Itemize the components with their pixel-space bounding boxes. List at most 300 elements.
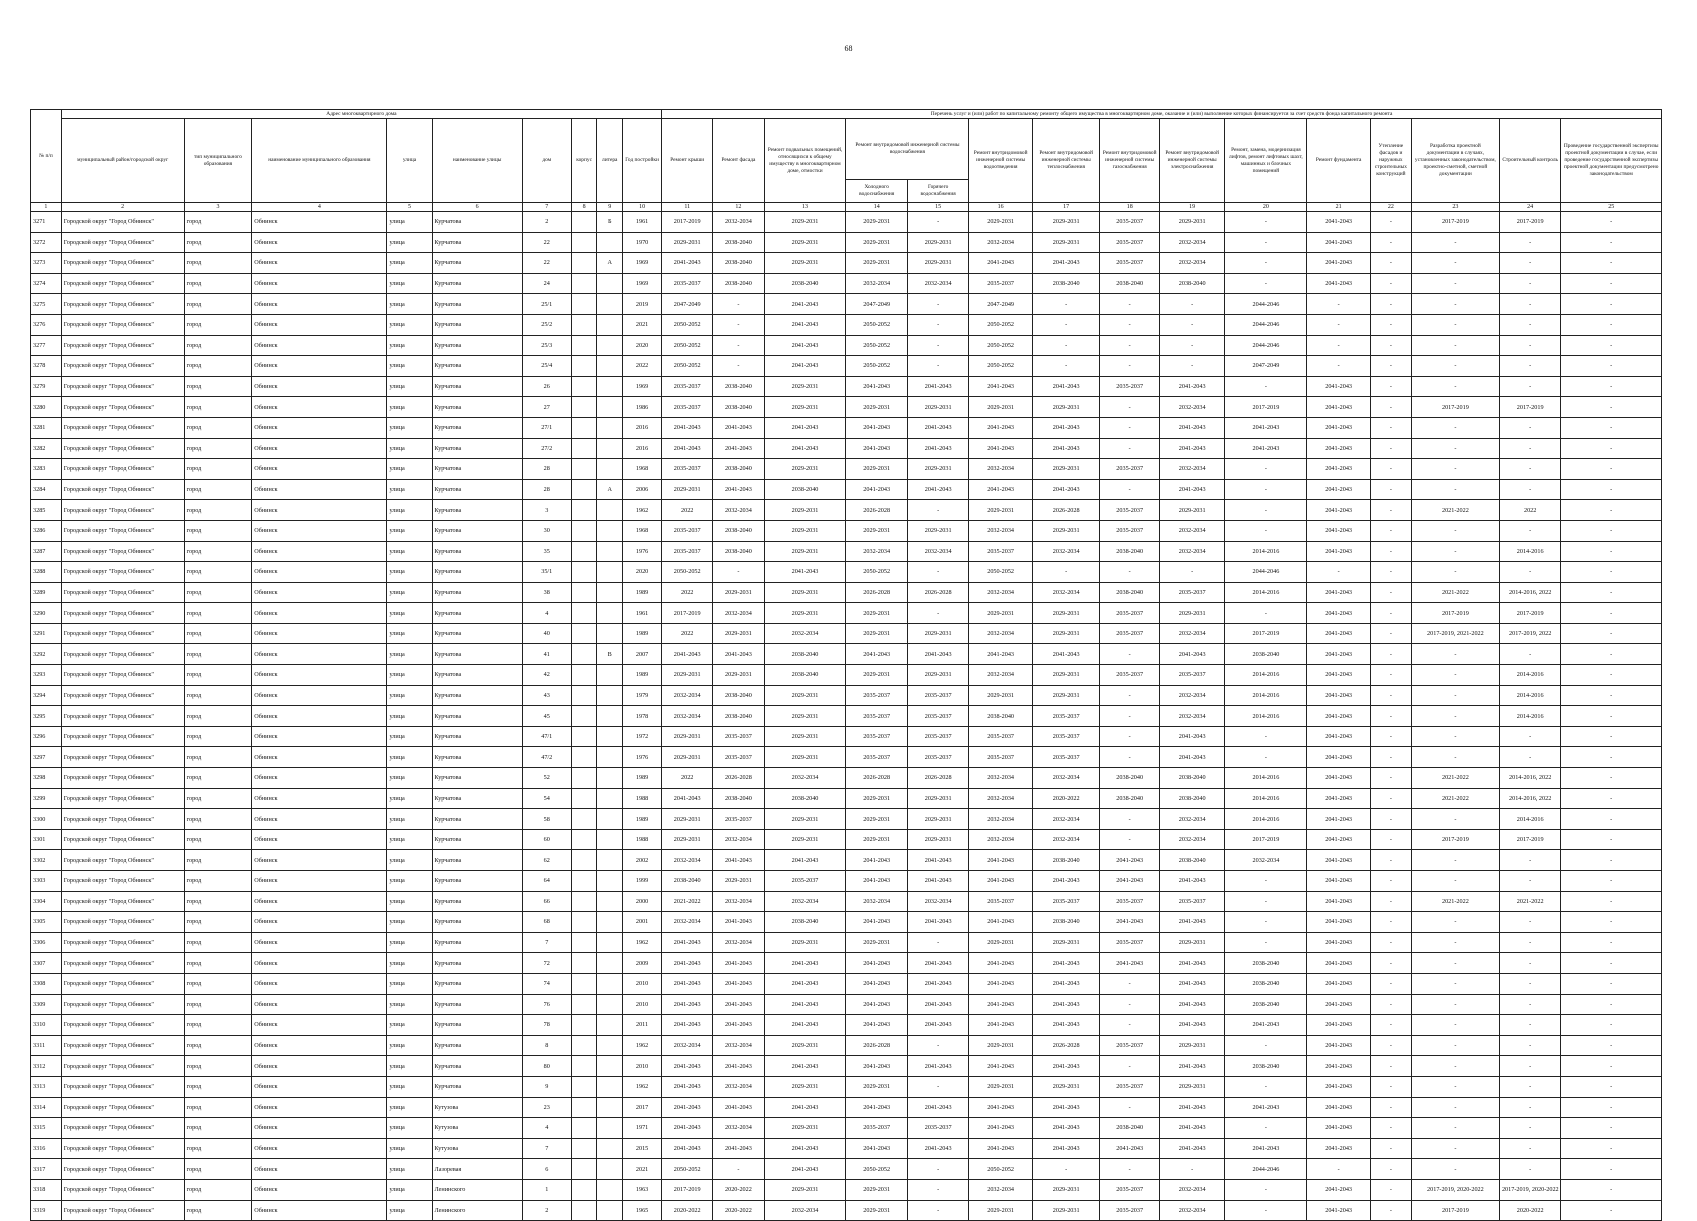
municipality-name-cell: Обнинск (252, 397, 387, 418)
district-cell: Городской округ "Город Обнинск" (61, 562, 184, 583)
foundation-cell: - (1307, 294, 1371, 315)
insulation-cell: - (1370, 1015, 1411, 1036)
street-name-cell: Кутузова (432, 1097, 522, 1118)
district-cell: Городской округ "Город Обнинск" (61, 479, 184, 500)
district-cell: Городской округ "Город Обнинск" (61, 768, 184, 789)
insulation-cell: - (1370, 253, 1411, 274)
street-name-cell: Курчатова (432, 232, 522, 253)
hot-water-cell: 2041-2043 (907, 973, 968, 994)
building-cell (571, 1035, 597, 1056)
municipality-type-cell: город (184, 1097, 252, 1118)
state-expertise-cell: - (1561, 623, 1662, 644)
electric-cell: 2032-2034 (1159, 520, 1225, 541)
facade-cell: 2032-2034 (713, 212, 764, 233)
basement-cell: 2029-2031 (764, 232, 846, 253)
table-row (31, 500, 1662, 521)
row-number: 3284 (31, 479, 62, 500)
drainage-cell: 2038-2040 (969, 706, 1033, 727)
heating-cell: 2041-2043 (1032, 644, 1100, 665)
street-type-cell: улица (387, 891, 432, 912)
gas-cell: 2038-2040 (1100, 768, 1159, 789)
row-number: 3287 (31, 541, 62, 562)
elevators-cell: 2017-2019 (1225, 829, 1307, 850)
table-row (31, 871, 1662, 892)
year-built-cell: 1968 (623, 520, 662, 541)
municipality-name-cell: Обнинск (252, 417, 387, 438)
foundation-cell: 2041-2043 (1307, 932, 1371, 953)
state-expertise-cell: - (1561, 829, 1662, 850)
year-built-cell: 1976 (623, 541, 662, 562)
building-cell (571, 541, 597, 562)
drainage-cell: 2032-2034 (969, 1179, 1033, 1200)
table-row (31, 623, 1662, 644)
construction-control-cell: 2022 (1499, 500, 1560, 521)
row-number: 3294 (31, 685, 62, 706)
construction-control-cell: - (1499, 1015, 1560, 1036)
drainage-cell: 2035-2037 (969, 273, 1033, 294)
facade-cell: 2029-2031 (713, 582, 764, 603)
table-row (31, 479, 1662, 500)
elevators-cell: - (1225, 500, 1307, 521)
basement-cell: 2038-2040 (764, 665, 846, 686)
state-expertise-cell: - (1561, 335, 1662, 356)
municipality-name-cell: Обнинск (252, 644, 387, 665)
drainage-cell: 2032-2034 (969, 520, 1033, 541)
municipality-type-cell: город (184, 479, 252, 500)
street-type-cell: улица (387, 1015, 432, 1036)
elevators-cell: - (1225, 1179, 1307, 1200)
cold-water-cell: 2041-2043 (846, 1056, 907, 1077)
street-type-cell: улица (387, 871, 432, 892)
design-docs-cell: - (1411, 1056, 1499, 1077)
gas-cell: - (1100, 335, 1159, 356)
design-docs-cell: - (1411, 541, 1499, 562)
hot-water-cell: 2041-2043 (907, 1015, 968, 1036)
foundation-cell: 2041-2043 (1307, 953, 1371, 974)
year-built-cell: 1961 (623, 603, 662, 624)
hot-water-cell: 2041-2043 (907, 1097, 968, 1118)
state-expertise-cell: - (1561, 1138, 1662, 1159)
roof-cell: 2022 (662, 623, 713, 644)
row-number: 3295 (31, 706, 62, 727)
cold-water-cell: 2050-2052 (846, 314, 907, 335)
insulation-cell: - (1370, 1179, 1411, 1200)
drainage-cell: 2029-2031 (969, 603, 1033, 624)
house-cell: 22 (522, 253, 571, 274)
elevators-cell: 2038-2040 (1225, 644, 1307, 665)
roof-cell: 2041-2043 (662, 973, 713, 994)
house-cell: 80 (522, 1056, 571, 1077)
district-cell: Городской округ "Город Обнинск" (61, 603, 184, 624)
heating-cell: 2029-2031 (1032, 397, 1100, 418)
basement-cell: 2032-2034 (764, 891, 846, 912)
basement-cell: 2029-2031 (764, 582, 846, 603)
foundation-cell: 2041-2043 (1307, 829, 1371, 850)
design-docs-cell: - (1411, 809, 1499, 830)
municipality-name-cell: Обнинск (252, 665, 387, 686)
design-docs-cell: - (1411, 871, 1499, 892)
foundation-cell: - (1307, 562, 1371, 583)
gas-cell: - (1100, 726, 1159, 747)
column-number: 2 (61, 203, 184, 212)
basement-cell: 2041-2043 (764, 994, 846, 1015)
gas-cell: 2041-2043 (1100, 912, 1159, 933)
cold-water-cell: 2029-2031 (846, 788, 907, 809)
design-docs-cell: - (1411, 747, 1499, 768)
table-row (31, 809, 1662, 830)
municipality-name-cell: Обнинск (252, 356, 387, 377)
table-row (31, 541, 1662, 562)
drainage-cell: 2029-2031 (969, 1200, 1033, 1221)
foundation-cell: 2041-2043 (1307, 1076, 1371, 1097)
state-expertise-cell: - (1561, 809, 1662, 830)
table-row (31, 1159, 1662, 1180)
design-docs-cell: - (1411, 314, 1499, 335)
insulation-cell: - (1370, 994, 1411, 1015)
roof-cell: 2050-2052 (662, 562, 713, 583)
hot-water-cell: 2029-2031 (907, 623, 968, 644)
roof-cell: 2050-2052 (662, 356, 713, 377)
elevators-cell: - (1225, 459, 1307, 480)
municipality-name-cell: Обнинск (252, 932, 387, 953)
elevators-cell: - (1225, 871, 1307, 892)
house-cell: 22 (522, 232, 571, 253)
drainage-cell: 2035-2037 (969, 891, 1033, 912)
hot-water-cell: 2035-2037 (907, 747, 968, 768)
municipality-type-cell: город (184, 397, 252, 418)
cold-water-cell: 2029-2031 (846, 1200, 907, 1221)
heating-cell: 2032-2034 (1032, 541, 1100, 562)
construction-control-cell: - (1499, 1138, 1560, 1159)
street-type-cell: улица (387, 912, 432, 933)
letter-cell (597, 768, 623, 789)
design-docs-cell: - (1411, 994, 1499, 1015)
design-docs-cell: - (1411, 706, 1499, 727)
house-cell: 25/4 (522, 356, 571, 377)
drainage-cell: 2050-2052 (969, 314, 1033, 335)
construction-control-cell: - (1499, 932, 1560, 953)
facade-cell: 2038-2040 (713, 685, 764, 706)
year-built-cell: 2015 (623, 1138, 662, 1159)
municipality-name-cell: Обнинск (252, 623, 387, 644)
row-number: 3317 (31, 1159, 62, 1180)
heating-cell: 2041-2043 (1032, 479, 1100, 500)
building-cell (571, 1056, 597, 1077)
facade-cell: - (713, 314, 764, 335)
insulation-cell: - (1370, 356, 1411, 377)
cold-water-cell: 2041-2043 (846, 1015, 907, 1036)
cold-water-cell: 2032-2034 (846, 273, 907, 294)
building-cell (571, 973, 597, 994)
street-name-cell: Курчатова (432, 850, 522, 871)
year-built-cell: 1989 (623, 665, 662, 686)
heating-cell: 2041-2043 (1032, 1015, 1100, 1036)
municipality-name-cell: Обнинск (252, 788, 387, 809)
electric-cell: 2041-2043 (1159, 417, 1225, 438)
street-name-cell: Курчатова (432, 376, 522, 397)
gas-cell: - (1100, 685, 1159, 706)
roof-cell: 2047-2049 (662, 294, 713, 315)
street-type-cell: улица (387, 500, 432, 521)
letter-cell (597, 953, 623, 974)
drainage-cell: 2029-2031 (969, 212, 1033, 233)
insulation-cell: - (1370, 1200, 1411, 1221)
column-number: 21 (1307, 203, 1371, 212)
hot-water-cell: - (907, 335, 968, 356)
elevators-cell: 2044-2046 (1225, 314, 1307, 335)
municipality-name-cell: Обнинск (252, 1035, 387, 1056)
year-built-cell: 2022 (623, 356, 662, 377)
construction-control-cell: 2014-2016 (1499, 685, 1560, 706)
elevators-cell: 2038-2040 (1225, 1056, 1307, 1077)
row-number: 3301 (31, 829, 62, 850)
building-cell (571, 273, 597, 294)
basement-cell: 2041-2043 (764, 562, 846, 583)
row-number: 3318 (31, 1179, 62, 1200)
elevators-cell: 2038-2040 (1225, 994, 1307, 1015)
year-built-cell: 2002 (623, 850, 662, 871)
letter-cell (597, 500, 623, 521)
district-cell: Городской округ "Город Обнинск" (61, 314, 184, 335)
district-cell: Городской округ "Город Обнинск" (61, 994, 184, 1015)
roof-cell: 2029-2031 (662, 747, 713, 768)
column-number: 12 (713, 203, 764, 212)
heating-cell: - (1032, 562, 1100, 583)
roof-cell: 2032-2034 (662, 706, 713, 727)
roof-cell: 2041-2043 (662, 417, 713, 438)
elevators-cell: - (1225, 1035, 1307, 1056)
house-cell: 4 (522, 603, 571, 624)
drainage-cell: 2029-2031 (969, 932, 1033, 953)
municipality-name-cell: Обнинск (252, 541, 387, 562)
municipality-type-cell: город (184, 747, 252, 768)
basement-cell: 2041-2043 (764, 973, 846, 994)
drainage-cell: 2041-2043 (969, 994, 1033, 1015)
construction-control-cell: - (1499, 1097, 1560, 1118)
insulation-cell: - (1370, 520, 1411, 541)
gas-cell: - (1100, 356, 1159, 377)
column-number: 24 (1499, 203, 1560, 212)
street-name-cell: Ленинского (432, 1200, 522, 1221)
electric-cell: 2041-2043 (1159, 1138, 1225, 1159)
heating-cell: 2029-2031 (1032, 1076, 1100, 1097)
row-number: 3286 (31, 520, 62, 541)
hot-water-cell: 2029-2031 (907, 253, 968, 274)
row-number: 3277 (31, 335, 62, 356)
building-cell (571, 603, 597, 624)
letter-cell (597, 809, 623, 830)
municipality-name-cell: Обнинск (252, 747, 387, 768)
construction-control-cell: - (1499, 747, 1560, 768)
drainage-cell: 2032-2034 (969, 768, 1033, 789)
insulation-cell: - (1370, 891, 1411, 912)
house-cell: 7 (522, 1138, 571, 1159)
insulation-cell: - (1370, 294, 1411, 315)
cold-water-cell: 2041-2043 (846, 850, 907, 871)
street-type-cell: улица (387, 768, 432, 789)
house-cell: 62 (522, 850, 571, 871)
hot-water-cell: - (907, 1179, 968, 1200)
table-row (31, 212, 1662, 233)
gas-cell: 2038-2040 (1100, 788, 1159, 809)
design-docs-cell: - (1411, 335, 1499, 356)
electric-cell: 2041-2043 (1159, 871, 1225, 892)
electric-cell: 2041-2043 (1159, 1097, 1225, 1118)
row-number: 3316 (31, 1138, 62, 1159)
state-expertise-cell: - (1561, 850, 1662, 871)
municipality-type-cell: город (184, 562, 252, 583)
foundation-cell: 2041-2043 (1307, 1138, 1371, 1159)
insulation-cell: - (1370, 314, 1411, 335)
insulation-cell: - (1370, 1118, 1411, 1139)
elevators-cell: - (1225, 603, 1307, 624)
elevators-cell: - (1225, 376, 1307, 397)
basement-cell: 2029-2031 (764, 541, 846, 562)
heating-cell: 2020-2022 (1032, 788, 1100, 809)
letter-cell (597, 1097, 623, 1118)
electric-cell: 2032-2034 (1159, 541, 1225, 562)
gas-cell: - (1100, 562, 1159, 583)
municipality-type-cell: город (184, 1179, 252, 1200)
letter-cell: А (597, 479, 623, 500)
elevators-cell: 2032-2034 (1225, 850, 1307, 871)
electric-cell: 2032-2034 (1159, 232, 1225, 253)
elevators-cell: 2014-2016 (1225, 665, 1307, 686)
building-cell (571, 665, 597, 686)
table-row (31, 685, 1662, 706)
elevators-cell: - (1225, 1118, 1307, 1139)
letter-cell (597, 665, 623, 686)
year-built-cell: 2000 (623, 891, 662, 912)
facade-cell: 2041-2043 (713, 479, 764, 500)
roof-cell: 2035-2037 (662, 459, 713, 480)
state-expertise-cell: - (1561, 479, 1662, 500)
building-cell (571, 850, 597, 871)
table-row (31, 973, 1662, 994)
column-number: 7 (522, 203, 571, 212)
gas-cell: 2041-2043 (1100, 953, 1159, 974)
street-name-cell: Лазоревая (432, 1159, 522, 1180)
basement-cell: 2032-2034 (764, 1200, 846, 1221)
building-cell (571, 232, 597, 253)
heating-cell: - (1032, 314, 1100, 335)
state-expertise-cell: - (1561, 994, 1662, 1015)
roof-cell: 2029-2031 (662, 829, 713, 850)
cold-water-cell: 2029-2031 (846, 520, 907, 541)
district-cell: Городской округ "Город Обнинск" (61, 541, 184, 562)
roof-cell: 2017-2019 (662, 603, 713, 624)
design-docs-cell: - (1411, 232, 1499, 253)
design-docs-cell: 2021-2022 (1411, 788, 1499, 809)
hot-water-cell: 2041-2043 (907, 1056, 968, 1077)
roof-cell: 2050-2052 (662, 335, 713, 356)
year-built-cell: 1979 (623, 685, 662, 706)
district-cell: Городской округ "Город Обнинск" (61, 726, 184, 747)
elevators-cell: - (1225, 891, 1307, 912)
col-header-water-supply: Ремонт внутридомовой инженерной системы водоснабжения (846, 119, 969, 180)
gas-cell: - (1100, 294, 1159, 315)
electric-cell: - (1159, 314, 1225, 335)
design-docs-cell: - (1411, 685, 1499, 706)
state-expertise-cell: - (1561, 1179, 1662, 1200)
table-row (31, 562, 1662, 583)
street-name-cell: Курчатова (432, 520, 522, 541)
construction-control-cell: 2017-2019 (1499, 829, 1560, 850)
state-expertise-cell: - (1561, 891, 1662, 912)
house-cell: 42 (522, 665, 571, 686)
heating-cell: 2035-2037 (1032, 726, 1100, 747)
construction-control-cell: - (1499, 726, 1560, 747)
hot-water-cell: 2029-2031 (907, 397, 968, 418)
col-header-building: корпус (571, 119, 597, 203)
table-row (31, 726, 1662, 747)
letter-cell (597, 1035, 623, 1056)
construction-control-cell: - (1499, 1035, 1560, 1056)
electric-cell: 2041-2043 (1159, 912, 1225, 933)
street-type-cell: улица (387, 520, 432, 541)
construction-control-cell: - (1499, 376, 1560, 397)
heating-cell: 2029-2031 (1032, 520, 1100, 541)
gas-cell: 2038-2040 (1100, 582, 1159, 603)
street-name-cell: Курчатова (432, 932, 522, 953)
row-number: 3302 (31, 850, 62, 871)
row-number: 3314 (31, 1097, 62, 1118)
design-docs-cell: - (1411, 294, 1499, 315)
column-number: 4 (252, 203, 387, 212)
design-docs-cell: - (1411, 459, 1499, 480)
house-cell: 40 (522, 623, 571, 644)
column-number: 9 (597, 203, 623, 212)
street-name-cell: Курчатова (432, 479, 522, 500)
street-name-cell: Курчатова (432, 665, 522, 686)
table-row (31, 1118, 1662, 1139)
construction-control-cell: - (1499, 912, 1560, 933)
construction-control-cell: - (1499, 973, 1560, 994)
municipality-type-cell: город (184, 294, 252, 315)
street-type-cell: улица (387, 582, 432, 603)
facade-cell: 2035-2037 (713, 809, 764, 830)
roof-cell: 2035-2037 (662, 376, 713, 397)
foundation-cell: 2041-2043 (1307, 253, 1371, 274)
district-cell: Городской округ "Город Обнинск" (61, 1035, 184, 1056)
drainage-cell: 2032-2034 (969, 582, 1033, 603)
municipality-type-cell: город (184, 1159, 252, 1180)
elevators-cell: 2044-2046 (1225, 1159, 1307, 1180)
building-cell (571, 1179, 597, 1200)
letter-cell (597, 1056, 623, 1077)
design-docs-cell: 2017-2019 (1411, 1200, 1499, 1221)
construction-control-cell: - (1499, 335, 1560, 356)
district-cell: Городской округ "Город Обнинск" (61, 1118, 184, 1139)
year-built-cell: 2006 (623, 479, 662, 500)
street-name-cell: Курчатова (432, 253, 522, 274)
foundation-cell: 2041-2043 (1307, 417, 1371, 438)
construction-control-cell: - (1499, 850, 1560, 871)
row-number: 3289 (31, 582, 62, 603)
table-row (31, 314, 1662, 335)
cold-water-cell: 2041-2043 (846, 994, 907, 1015)
district-cell: Городской округ "Город Обнинск" (61, 1159, 184, 1180)
heating-cell: 2029-2031 (1032, 932, 1100, 953)
facade-cell: 2041-2043 (713, 850, 764, 871)
facade-cell: 2026-2028 (713, 768, 764, 789)
gas-cell: 2035-2037 (1100, 253, 1159, 274)
street-name-cell: Курчатова (432, 294, 522, 315)
foundation-cell: 2041-2043 (1307, 1056, 1371, 1077)
foundation-cell: 2041-2043 (1307, 273, 1371, 294)
district-cell: Городской округ "Город Обнинск" (61, 356, 184, 377)
cold-water-cell: 2050-2052 (846, 562, 907, 583)
